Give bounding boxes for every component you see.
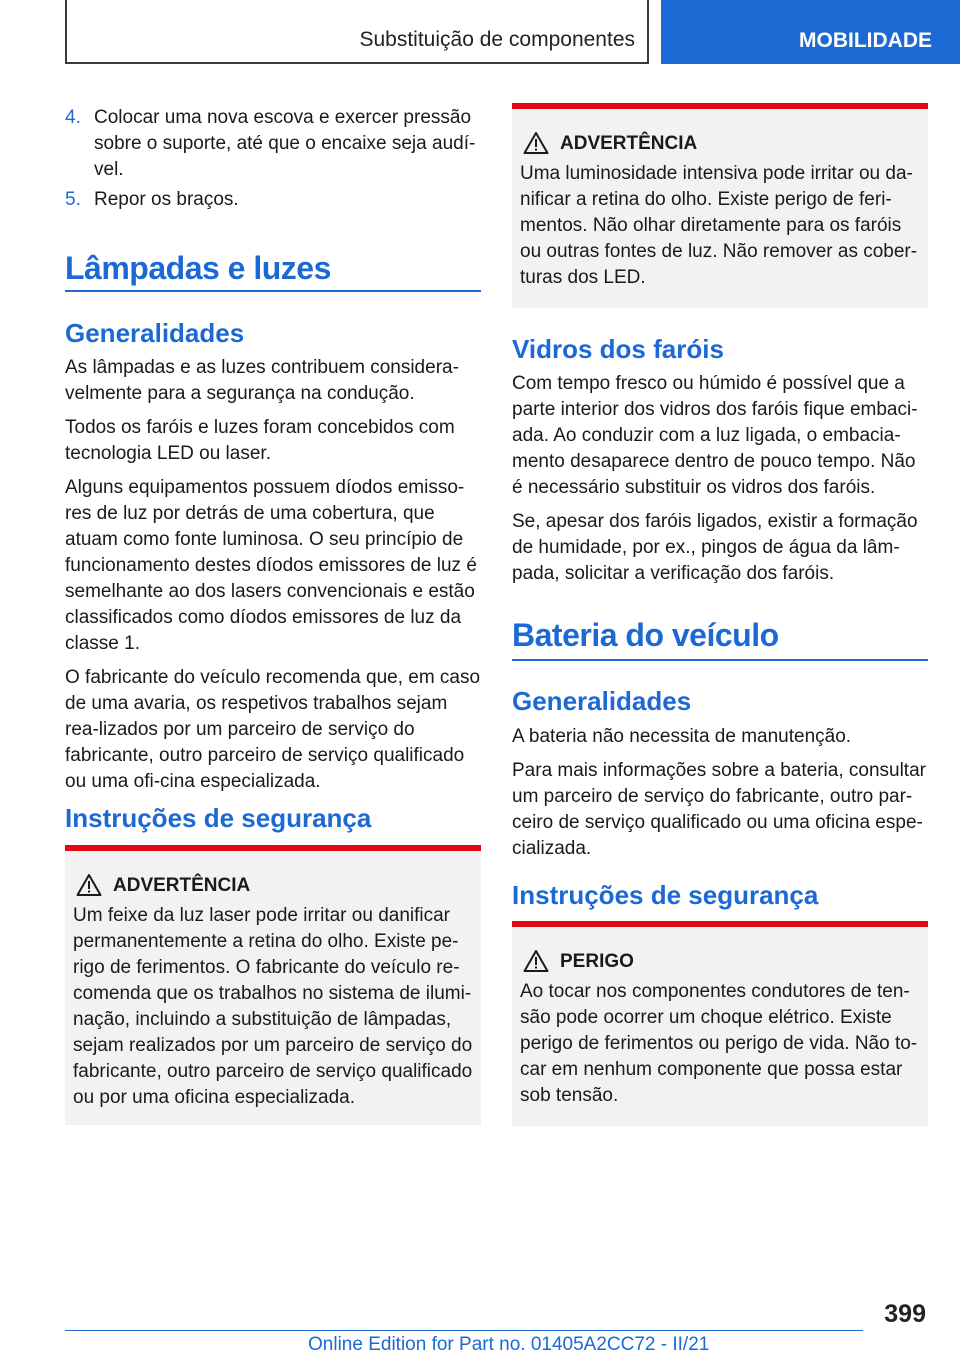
danger-label: PERIGO — [560, 951, 634, 972]
warning-triangle-icon — [523, 949, 549, 973]
step-4 — [65, 105, 481, 185]
paragraph: Alguns equipamentos possuem díodos emisso-res de luz por detrás de uma cobertura, que atuam como fonte luminosa. O seu princípio de funcionamento destes díodos emissores de luz é semelhante ao dos lasers convencionais e estão classificados como díodos emissores de luz da classe 1. — [65, 477, 477, 654]
header-box — [65, 0, 649, 64]
paragraph: Para mais informações sobre a bateria, consultar um parceiro de serviço do fabricante, outro par-ceiro de serviço qualificado ou uma oficina espe-cializada. — [512, 760, 926, 859]
heading-safety: Instruções de segurança — [512, 880, 819, 910]
danger-text: Ao tocar nos componentes condutores de ten-são pode ocorrer um choque elétrico. Existe perigo de ferimentos ou perigo de vida. Não to-car em nenhum componente que possa estar sob tensão. — [520, 981, 918, 1106]
warning-label: ADVERTÊNCIA — [560, 133, 698, 154]
paragraph: As lâmpadas e as luzes contribuem considera-velmente para a segurança na condução. — [65, 357, 459, 404]
heading-battery: Bateria do veículo — [512, 617, 779, 653]
heading-headlight-glass: Vidros dos faróis — [512, 334, 724, 364]
paragraph: A bateria não necessita de manutenção. — [512, 726, 852, 747]
step-text: Colocar uma nova escova e exercer pressão sobre o suporte, até que o encaixe seja audí-vel. — [94, 107, 476, 180]
heading-general: Generalidades — [512, 686, 692, 716]
warning-triangle-icon — [76, 873, 102, 897]
paragraph: Se, apesar dos faróis ligados, existir a formação de humidade, por ex., pingos de água da lâm-pada, solicitar a verificação dos faróis. — [512, 511, 918, 584]
warning-text: Uma luminosidade intensiva pode irritar ou da-nificar a retina do olho. Existe perigo de feri-mentos. Não olhar diretamente para os faróis ou outras fontes de luz. Não remover as cober-turas dos LED. — [520, 163, 918, 288]
heading-general: Generalidades — [65, 318, 245, 348]
lamps-paragraphs — [65, 355, 481, 803]
warning-triangle-icon — [523, 131, 549, 155]
battery-paragraphs — [512, 724, 928, 870]
danger-box — [512, 921, 928, 1126]
warning-label: ADVERTÊNCIA — [113, 875, 251, 896]
step-number: 4. — [65, 107, 81, 128]
glass-paragraphs — [512, 371, 928, 595]
page-number: 399 — [884, 1300, 926, 1328]
footer-edition[interactable]: Online Edition for Part no. 01405A2CC72 - II/21 — [308, 1334, 710, 1355]
heading-lamps: Lâmpadas e luzes — [65, 250, 331, 286]
danger-header — [520, 949, 920, 975]
step-text: Repor os braços. — [94, 189, 239, 210]
footer-rule — [65, 1330, 863, 1331]
paragraph: Todos os faróis e luzes foram concebidos com tecnologia LED ou laser. — [65, 417, 455, 464]
chapter-tab[interactable]: MOBILIDADE — [661, 0, 960, 64]
warning-box — [65, 845, 481, 1125]
paragraph: Com tempo fresco ou húmido é possível que a parte interior dos vidros dos faróis fique embaci-ada. Ao conduzir com a luz ligada, o embacia-mento desaparece dentro de pouco tempo. Não é necessário substituir os vidros dos faróis. — [512, 373, 918, 498]
step-number: 5. — [65, 189, 81, 210]
warning-header — [73, 873, 473, 899]
warning-header — [520, 131, 920, 157]
warning-text: Um feixe da luz laser pode irritar ou danificar permanentemente a retina do olho. Existe pe-rigo de ferimentos. O fabricante do veículo re-comenda que os trabalhos no sistema de ilumi-nação, incluindo a substituição de lâmpadas, sejam realizados por um parceiro de serviço do fabricante, outro parceiro de serviço qualificado ou por uma oficina especializada. — [73, 905, 473, 1108]
section-title: Substituição de componentes — [359, 28, 635, 51]
paragraph: O fabricante do veículo recomenda que, em caso de uma avaria, os respetivos trabalhos sejam rea-lizados por um parceiro de serviço do fabricante, outro parceiro de serviço qualificado ou uma ofi-cina especializada. — [65, 667, 481, 792]
heading-rule — [512, 659, 928, 661]
heading-rule — [65, 290, 481, 292]
step-5 — [65, 187, 481, 217]
heading-safety: Instruções de segurança — [65, 803, 372, 833]
warning-box — [512, 103, 928, 308]
